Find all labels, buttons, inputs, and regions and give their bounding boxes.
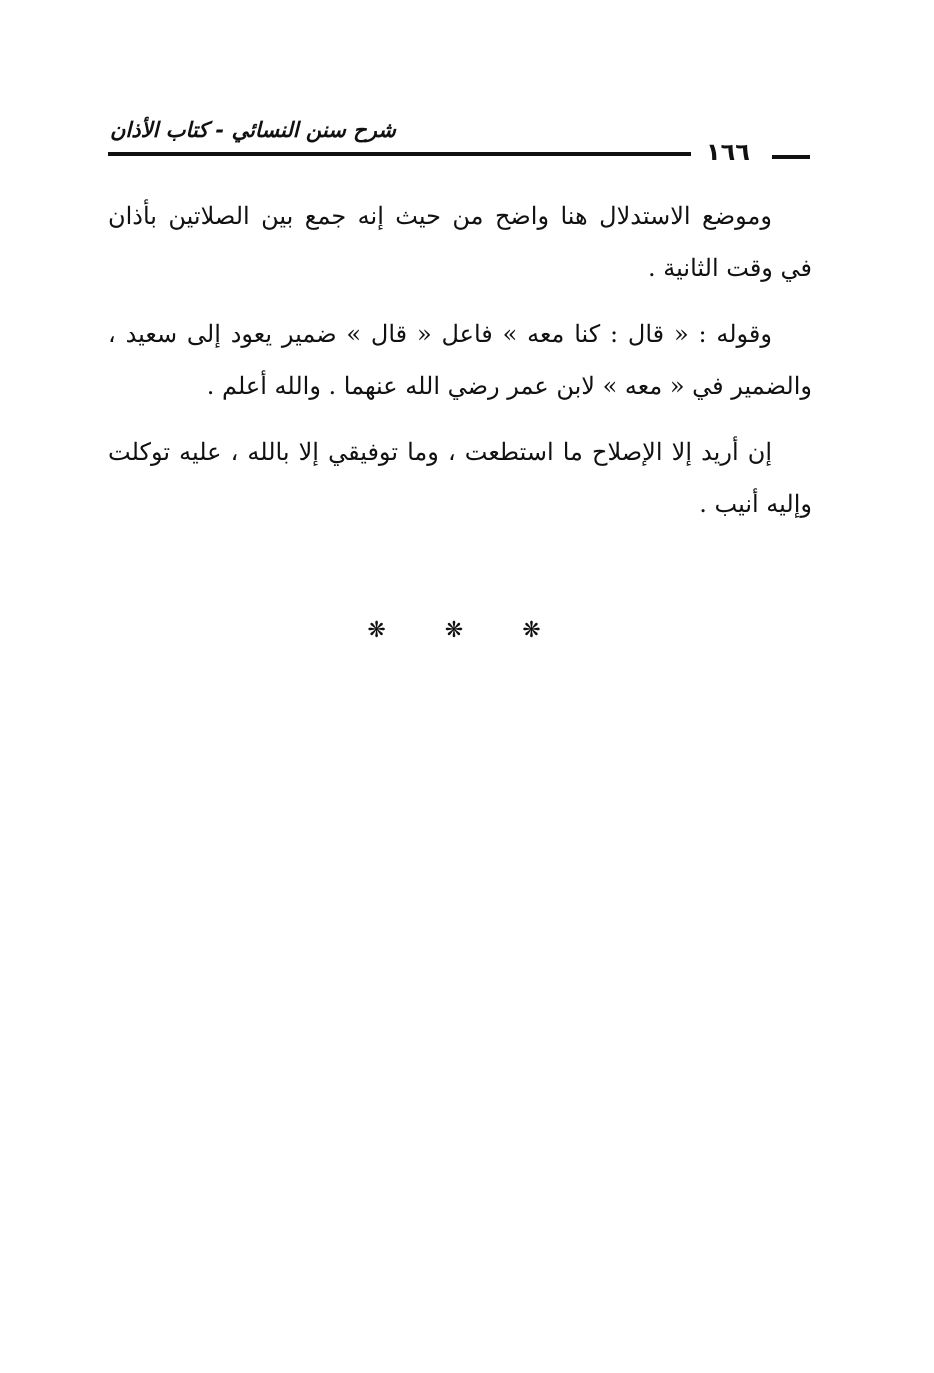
page-number: ١٦٦ <box>706 138 750 166</box>
main-text <box>108 190 812 544</box>
page-number-dash <box>772 155 810 159</box>
page-header <box>0 0 934 170</box>
asterism-icon: ❋ <box>367 618 412 643</box>
asterism-icon: ❋ <box>522 618 567 643</box>
running-title: شرح سنن النسائي - كتاب الأذان <box>110 118 396 142</box>
paragraph-1: وموضع الاستدلال هنا واضح من حيث إنه جمع بين الصلاتين بأذان في وقت الثانية . <box>108 202 812 282</box>
header-rule <box>108 152 691 156</box>
asterism-icon: ❋ <box>444 618 490 643</box>
paragraph-3: إن أريد إلا الإصلاح ما استطعت ، وما توفيقي إلا بالله ، عليه توكلت وإليه أنيب . <box>108 438 812 518</box>
section-separator <box>0 618 934 643</box>
paragraph-2: وقوله : « قال : كنا معه » فاعل « قال » ضمير يعود إلى سعيد ، والضمير في « معه » لابن عمر رضي الله عنهما . والله أعلم . <box>108 320 812 400</box>
